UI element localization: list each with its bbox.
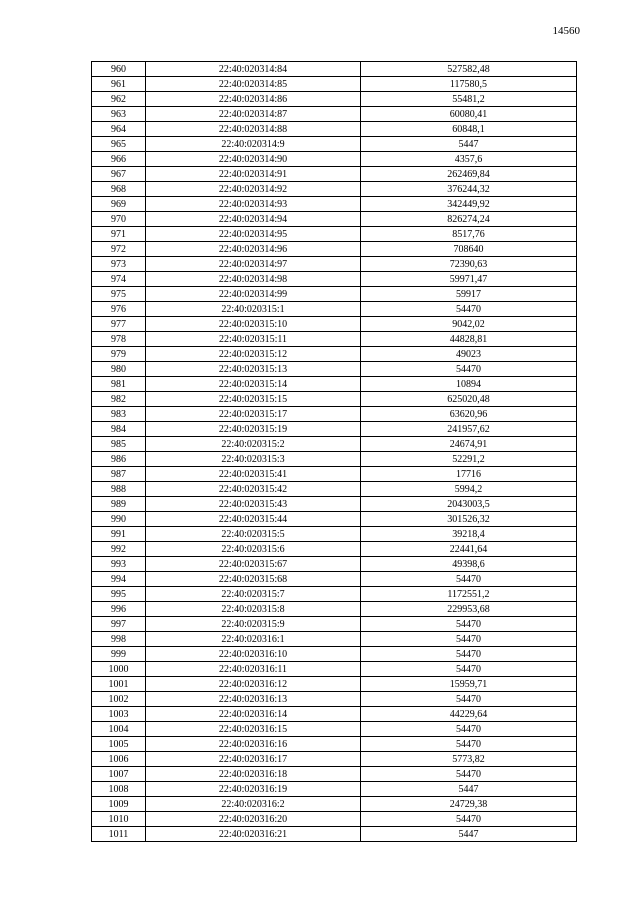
row-number-cell: 1001 bbox=[92, 677, 146, 692]
cadastral-value-cell: 9042,02 bbox=[361, 317, 577, 332]
cadastral-number-cell: 22:40:020316:20 bbox=[146, 812, 361, 827]
row-number-cell: 972 bbox=[92, 242, 146, 257]
row-number-cell: 996 bbox=[92, 602, 146, 617]
cadastral-number-cell: 22:40:020314:96 bbox=[146, 242, 361, 257]
row-number-cell: 976 bbox=[92, 302, 146, 317]
cadastral-number-cell: 22:40:020316:16 bbox=[146, 737, 361, 752]
row-number-cell: 962 bbox=[92, 92, 146, 107]
cadastral-value-cell: 10894 bbox=[361, 377, 577, 392]
table-row bbox=[92, 317, 577, 332]
table-row bbox=[92, 692, 577, 707]
row-number-cell: 984 bbox=[92, 422, 146, 437]
row-number-cell: 969 bbox=[92, 197, 146, 212]
row-number-cell: 1007 bbox=[92, 767, 146, 782]
cadastral-value-cell: 54470 bbox=[361, 812, 577, 827]
row-number-cell: 964 bbox=[92, 122, 146, 137]
cadastral-value-table bbox=[91, 61, 577, 842]
row-number-cell: 992 bbox=[92, 542, 146, 557]
cadastral-number-cell: 22:40:020316:13 bbox=[146, 692, 361, 707]
row-number-cell: 979 bbox=[92, 347, 146, 362]
cadastral-number-cell: 22:40:020315:15 bbox=[146, 392, 361, 407]
table-row bbox=[92, 602, 577, 617]
cadastral-number-cell: 22:40:020315:9 bbox=[146, 617, 361, 632]
cadastral-number-cell: 22:40:020315:42 bbox=[146, 482, 361, 497]
table-row bbox=[92, 182, 577, 197]
cadastral-value-cell: 60080,41 bbox=[361, 107, 577, 122]
row-number-cell: 982 bbox=[92, 392, 146, 407]
cadastral-number-cell: 22:40:020315:41 bbox=[146, 467, 361, 482]
row-number-cell: 971 bbox=[92, 227, 146, 242]
cadastral-number-cell: 22:40:020314:97 bbox=[146, 257, 361, 272]
cadastral-value-cell: 826274,24 bbox=[361, 212, 577, 227]
cadastral-number-cell: 22:40:020315:8 bbox=[146, 602, 361, 617]
cadastral-number-cell: 22:40:020315:13 bbox=[146, 362, 361, 377]
table-row bbox=[92, 557, 577, 572]
cadastral-number-cell: 22:40:020315:14 bbox=[146, 377, 361, 392]
cadastral-value-cell: 54470 bbox=[361, 572, 577, 587]
table-row bbox=[92, 377, 577, 392]
table-row bbox=[92, 662, 577, 677]
cadastral-number-cell: 22:40:020316:10 bbox=[146, 647, 361, 662]
row-number-cell: 998 bbox=[92, 632, 146, 647]
table-row bbox=[92, 197, 577, 212]
cadastral-number-cell: 22:40:020315:43 bbox=[146, 497, 361, 512]
table-row bbox=[92, 62, 577, 77]
cadastral-value-cell: 54470 bbox=[361, 302, 577, 317]
table-row bbox=[92, 707, 577, 722]
row-number-cell: 977 bbox=[92, 317, 146, 332]
cadastral-value-cell: 625020,48 bbox=[361, 392, 577, 407]
cadastral-value-cell: 54470 bbox=[361, 737, 577, 752]
row-number-cell: 973 bbox=[92, 257, 146, 272]
row-number-cell: 991 bbox=[92, 527, 146, 542]
table-row bbox=[92, 617, 577, 632]
row-number-cell: 990 bbox=[92, 512, 146, 527]
row-number-cell: 1002 bbox=[92, 692, 146, 707]
row-number-cell: 995 bbox=[92, 587, 146, 602]
cadastral-value-cell: 60848,1 bbox=[361, 122, 577, 137]
cadastral-value-cell: 24729,38 bbox=[361, 797, 577, 812]
cadastral-value-cell: 262469,84 bbox=[361, 167, 577, 182]
cadastral-value-cell: 63620,96 bbox=[361, 407, 577, 422]
cadastral-number-cell: 22:40:020315:19 bbox=[146, 422, 361, 437]
table-row bbox=[92, 767, 577, 782]
cadastral-number-cell: 22:40:020314:93 bbox=[146, 197, 361, 212]
cadastral-value-cell: 55481,2 bbox=[361, 92, 577, 107]
cadastral-value-cell: 5447 bbox=[361, 827, 577, 842]
table-row bbox=[92, 497, 577, 512]
table-row bbox=[92, 242, 577, 257]
row-number-cell: 997 bbox=[92, 617, 146, 632]
cadastral-value-cell: 54470 bbox=[361, 632, 577, 647]
row-number-cell: 983 bbox=[92, 407, 146, 422]
row-number-cell: 1010 bbox=[92, 812, 146, 827]
cadastral-number-cell: 22:40:020314:86 bbox=[146, 92, 361, 107]
cadastral-value-cell: 5773,82 bbox=[361, 752, 577, 767]
row-number-cell: 975 bbox=[92, 287, 146, 302]
cadastral-number-cell: 22:40:020316:1 bbox=[146, 632, 361, 647]
cadastral-value-cell: 342449,92 bbox=[361, 197, 577, 212]
row-number-cell: 970 bbox=[92, 212, 146, 227]
table-row bbox=[92, 542, 577, 557]
cadastral-number-cell: 22:40:020316:11 bbox=[146, 662, 361, 677]
table-row bbox=[92, 347, 577, 362]
cadastral-value-cell: 15959,71 bbox=[361, 677, 577, 692]
table-row bbox=[92, 422, 577, 437]
cadastral-number-cell: 22:40:020315:6 bbox=[146, 542, 361, 557]
table-row bbox=[92, 647, 577, 662]
cadastral-value-cell: 301526,32 bbox=[361, 512, 577, 527]
table-row bbox=[92, 302, 577, 317]
row-number-cell: 974 bbox=[92, 272, 146, 287]
cadastral-number-cell: 22:40:020314:87 bbox=[146, 107, 361, 122]
cadastral-number-cell: 22:40:020314:90 bbox=[146, 152, 361, 167]
cadastral-number-cell: 22:40:020315:17 bbox=[146, 407, 361, 422]
row-number-cell: 981 bbox=[92, 377, 146, 392]
row-number-cell: 965 bbox=[92, 137, 146, 152]
table-row bbox=[92, 467, 577, 482]
table-row bbox=[92, 107, 577, 122]
cadastral-number-cell: 22:40:020316:17 bbox=[146, 752, 361, 767]
cadastral-number-cell: 22:40:020314:95 bbox=[146, 227, 361, 242]
cadastral-value-cell: 59917 bbox=[361, 287, 577, 302]
table-row bbox=[92, 407, 577, 422]
cadastral-number-cell: 22:40:020314:98 bbox=[146, 272, 361, 287]
row-number-cell: 1009 bbox=[92, 797, 146, 812]
table-row bbox=[92, 512, 577, 527]
row-number-cell: 1003 bbox=[92, 707, 146, 722]
table-row bbox=[92, 122, 577, 137]
table-row bbox=[92, 827, 577, 842]
table-row bbox=[92, 212, 577, 227]
table-row bbox=[92, 737, 577, 752]
row-number-cell: 967 bbox=[92, 167, 146, 182]
row-number-cell: 1005 bbox=[92, 737, 146, 752]
row-number-cell: 978 bbox=[92, 332, 146, 347]
table-row bbox=[92, 92, 577, 107]
cadastral-value-cell: 72390,63 bbox=[361, 257, 577, 272]
cadastral-value-cell: 708640 bbox=[361, 242, 577, 257]
cadastral-value-cell: 49023 bbox=[361, 347, 577, 362]
cadastral-value-cell: 44828,81 bbox=[361, 332, 577, 347]
cadastral-number-cell: 22:40:020316:2 bbox=[146, 797, 361, 812]
cadastral-number-cell: 22:40:020315:68 bbox=[146, 572, 361, 587]
cadastral-number-cell: 22:40:020315:7 bbox=[146, 587, 361, 602]
row-number-cell: 1004 bbox=[92, 722, 146, 737]
cadastral-number-cell: 22:40:020314:85 bbox=[146, 77, 361, 92]
cadastral-value-cell: 17716 bbox=[361, 467, 577, 482]
cadastral-value-cell: 527582,48 bbox=[361, 62, 577, 77]
cadastral-value-cell: 5447 bbox=[361, 137, 577, 152]
table-row bbox=[92, 257, 577, 272]
cadastral-value-cell: 39218,4 bbox=[361, 527, 577, 542]
row-number-cell: 993 bbox=[92, 557, 146, 572]
table-row bbox=[92, 227, 577, 242]
cadastral-number-cell: 22:40:020314:94 bbox=[146, 212, 361, 227]
cadastral-number-cell: 22:40:020314:99 bbox=[146, 287, 361, 302]
table-row bbox=[92, 152, 577, 167]
table-row bbox=[92, 272, 577, 287]
row-number-cell: 966 bbox=[92, 152, 146, 167]
table-row bbox=[92, 392, 577, 407]
row-number-cell: 963 bbox=[92, 107, 146, 122]
cadastral-value-cell: 376244,32 bbox=[361, 182, 577, 197]
cadastral-number-cell: 22:40:020314:91 bbox=[146, 167, 361, 182]
row-number-cell: 985 bbox=[92, 437, 146, 452]
row-number-cell: 1011 bbox=[92, 827, 146, 842]
table-row bbox=[92, 332, 577, 347]
cadastral-number-cell: 22:40:020314:84 bbox=[146, 62, 361, 77]
cadastral-value-cell: 59971,47 bbox=[361, 272, 577, 287]
cadastral-value-cell: 229953,68 bbox=[361, 602, 577, 617]
cadastral-value-cell: 1172551,2 bbox=[361, 587, 577, 602]
table-row bbox=[92, 752, 577, 767]
page-number: 14560 bbox=[552, 25, 580, 37]
cadastral-number-cell: 22:40:020315:1 bbox=[146, 302, 361, 317]
cadastral-number-cell: 22:40:020316:14 bbox=[146, 707, 361, 722]
cadastral-number-cell: 22:40:020315:2 bbox=[146, 437, 361, 452]
cadastral-number-cell: 22:40:020316:12 bbox=[146, 677, 361, 692]
table-row bbox=[92, 812, 577, 827]
table-row bbox=[92, 587, 577, 602]
table-row bbox=[92, 437, 577, 452]
cadastral-number-cell: 22:40:020316:18 bbox=[146, 767, 361, 782]
cadastral-value-cell: 54470 bbox=[361, 722, 577, 737]
table-body bbox=[92, 62, 577, 842]
row-number-cell: 1008 bbox=[92, 782, 146, 797]
cadastral-value-cell: 8517,76 bbox=[361, 227, 577, 242]
cadastral-value-cell: 5447 bbox=[361, 782, 577, 797]
row-number-cell: 980 bbox=[92, 362, 146, 377]
table-row bbox=[92, 782, 577, 797]
cadastral-number-cell: 22:40:020315:44 bbox=[146, 512, 361, 527]
cadastral-value-cell: 24674,91 bbox=[361, 437, 577, 452]
table-row bbox=[92, 797, 577, 812]
table-row bbox=[92, 362, 577, 377]
cadastral-value-cell: 5994,2 bbox=[361, 482, 577, 497]
cadastral-value-cell: 4357,6 bbox=[361, 152, 577, 167]
table-row bbox=[92, 167, 577, 182]
table-row bbox=[92, 452, 577, 467]
cadastral-value-cell: 44229,64 bbox=[361, 707, 577, 722]
cadastral-number-cell: 22:40:020315:12 bbox=[146, 347, 361, 362]
table-row bbox=[92, 77, 577, 92]
cadastral-number-cell: 22:40:020314:92 bbox=[146, 182, 361, 197]
row-number-cell: 961 bbox=[92, 77, 146, 92]
row-number-cell: 989 bbox=[92, 497, 146, 512]
cadastral-number-cell: 22:40:020315:11 bbox=[146, 332, 361, 347]
cadastral-number-cell: 22:40:020314:9 bbox=[146, 137, 361, 152]
cadastral-number-cell: 22:40:020315:10 bbox=[146, 317, 361, 332]
cadastral-value-cell: 117580,5 bbox=[361, 77, 577, 92]
table-row bbox=[92, 527, 577, 542]
cadastral-number-cell: 22:40:020314:88 bbox=[146, 122, 361, 137]
cadastral-value-cell: 52291,2 bbox=[361, 452, 577, 467]
row-number-cell: 999 bbox=[92, 647, 146, 662]
cadastral-number-cell: 22:40:020315:5 bbox=[146, 527, 361, 542]
cadastral-value-cell: 54470 bbox=[361, 662, 577, 677]
row-number-cell: 988 bbox=[92, 482, 146, 497]
table-row bbox=[92, 722, 577, 737]
cadastral-value-cell: 54470 bbox=[361, 362, 577, 377]
cadastral-value-cell: 2043003,5 bbox=[361, 497, 577, 512]
cadastral-number-cell: 22:40:020315:3 bbox=[146, 452, 361, 467]
row-number-cell: 1000 bbox=[92, 662, 146, 677]
row-number-cell: 960 bbox=[92, 62, 146, 77]
row-number-cell: 994 bbox=[92, 572, 146, 587]
cadastral-value-cell: 22441,64 bbox=[361, 542, 577, 557]
table-row bbox=[92, 677, 577, 692]
cadastral-value-cell: 54470 bbox=[361, 647, 577, 662]
table-row bbox=[92, 137, 577, 152]
cadastral-number-cell: 22:40:020316:19 bbox=[146, 782, 361, 797]
row-number-cell: 986 bbox=[92, 452, 146, 467]
cadastral-value-cell: 54470 bbox=[361, 617, 577, 632]
cadastral-value-cell: 241957,62 bbox=[361, 422, 577, 437]
row-number-cell: 987 bbox=[92, 467, 146, 482]
cadastral-value-cell: 54470 bbox=[361, 767, 577, 782]
cadastral-number-cell: 22:40:020316:15 bbox=[146, 722, 361, 737]
cadastral-number-cell: 22:40:020316:21 bbox=[146, 827, 361, 842]
cadastral-value-cell: 54470 bbox=[361, 692, 577, 707]
cadastral-number-cell: 22:40:020315:67 bbox=[146, 557, 361, 572]
table-row bbox=[92, 482, 577, 497]
table-row bbox=[92, 572, 577, 587]
table-row bbox=[92, 632, 577, 647]
table-row bbox=[92, 287, 577, 302]
row-number-cell: 968 bbox=[92, 182, 146, 197]
cadastral-value-cell: 49398,6 bbox=[361, 557, 577, 572]
row-number-cell: 1006 bbox=[92, 752, 146, 767]
